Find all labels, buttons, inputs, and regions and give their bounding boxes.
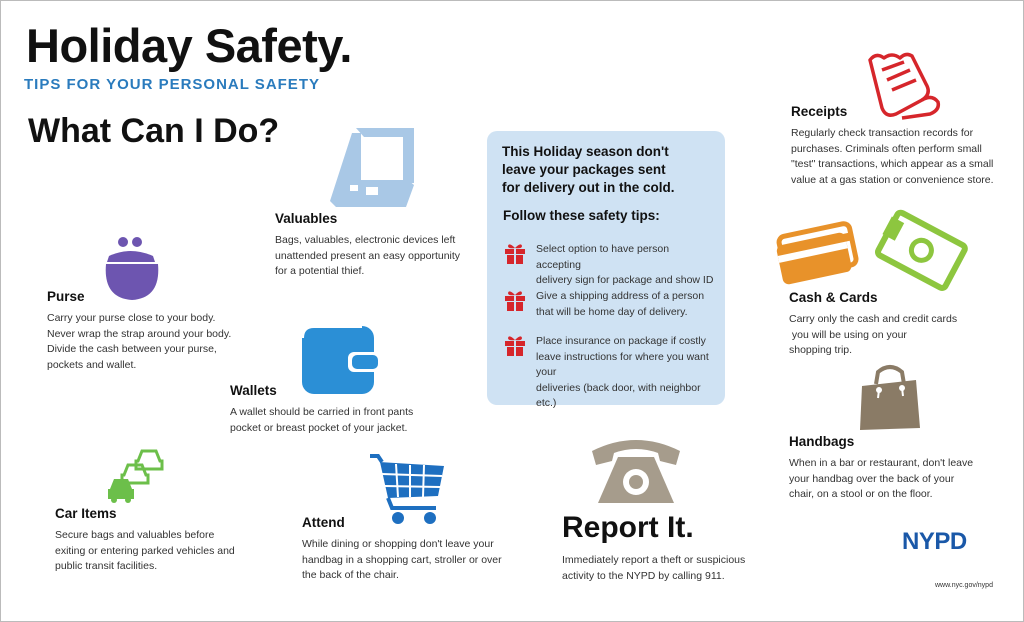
text-line: your handbag over the back of your xyxy=(789,472,955,485)
tip-line: that will be home day of delivery. xyxy=(536,305,688,318)
nypd-logo: NYPD xyxy=(902,528,967,555)
package-tip xyxy=(536,289,716,320)
valuables-text xyxy=(275,233,460,280)
gift-icon xyxy=(504,242,526,264)
laptop-icon xyxy=(328,125,418,210)
text-line: you will be using on your xyxy=(789,328,907,341)
packages-headline xyxy=(502,143,717,197)
page-subtitle: TIPS FOR YOUR PERSONAL SAFETY xyxy=(24,76,320,93)
tip-line: Give a shipping address of a person xyxy=(536,290,705,302)
attend-text xyxy=(302,537,502,584)
handbag-icon xyxy=(858,362,922,432)
text-line: Immediately report a theft or suspicious xyxy=(562,554,746,566)
text-line: While dining or shopping don't leave your xyxy=(302,538,494,550)
text-line: pocket or breast pocket of your jacket. xyxy=(230,421,408,434)
text-line: When in a bar or restaurant, don't leave xyxy=(789,457,974,469)
text-line: the back of the chair. xyxy=(302,569,399,581)
headline-line: for delivery out in the cold. xyxy=(502,180,675,195)
text-line: Secure bags and valuables before xyxy=(55,529,215,541)
telephone-icon xyxy=(590,437,682,505)
wallets-text xyxy=(230,405,413,436)
text-line: pockets and wallet. xyxy=(47,358,137,371)
attend-heading: Attend xyxy=(302,515,345,530)
section-question: What Can I Do? xyxy=(28,112,280,150)
text-line: value at a gas station or convenience store. xyxy=(791,173,994,186)
package-tip xyxy=(536,242,716,289)
gift-icon xyxy=(504,334,526,356)
cars-icon xyxy=(106,447,164,503)
footer-url[interactable]: www.nyc.gov/nypd xyxy=(935,582,993,589)
text-line: shopping trip. xyxy=(789,344,853,356)
tip-line: delivery sign for package and show ID xyxy=(536,274,714,286)
receipt-icon xyxy=(866,50,944,120)
tip-line: Select option to have person accepting xyxy=(536,243,670,271)
tip-line: deliveries (back door, with neighbor etc.) xyxy=(536,381,701,409)
text-line: A wallet should be carried in front pants xyxy=(230,406,414,418)
report-heading: Report It. xyxy=(562,511,694,544)
car-items-heading: Car Items xyxy=(55,506,117,521)
package-tip xyxy=(536,334,721,412)
text-line: Carry only the cash and credit cards xyxy=(789,313,958,325)
page-title: Holiday Safety. xyxy=(26,19,352,72)
text-line: "test" transactions, which appear as a small xyxy=(791,158,994,170)
receipts-heading: Receipts xyxy=(791,104,848,119)
text-line: activity to the NYPD by calling 911. xyxy=(562,569,725,582)
headline-line: leave your packages sent xyxy=(502,162,666,177)
text-line: handbag in a shopping cart, stroller or over xyxy=(302,553,502,566)
cash-cards-text xyxy=(789,312,957,359)
text-line: chair, on a stool or on the floor. xyxy=(789,488,933,500)
valuables-heading: Valuables xyxy=(275,211,338,226)
text-line: Divide the cash between your purse, xyxy=(47,343,217,355)
wallet-icon xyxy=(298,322,380,398)
text-line: Bags, valuables, electronic devices left xyxy=(275,234,456,246)
report-text xyxy=(562,553,745,584)
headline-line: This Holiday season don't xyxy=(502,144,669,159)
car-items-text xyxy=(55,528,235,575)
gift-icon xyxy=(504,289,526,311)
purse-icon xyxy=(103,234,161,302)
text-line: Carry your purse close to your body. xyxy=(47,312,216,324)
text-line: for a potential thief. xyxy=(275,265,365,277)
handbags-text xyxy=(789,456,973,503)
cash-cards-icon xyxy=(776,208,976,292)
packages-subhead: Follow these safety tips: xyxy=(503,208,660,223)
text-line: public transit facilities. xyxy=(55,560,158,572)
cash-cards-heading: Cash & Cards xyxy=(789,290,878,305)
text-line: unattended present an easy opportunity xyxy=(275,249,461,262)
handbags-heading: Handbags xyxy=(789,434,855,449)
text-line: purchases. Criminals often perform small xyxy=(791,142,982,155)
shopping-cart-icon xyxy=(368,452,448,526)
text-line: exiting or entering parked vehicles and xyxy=(55,544,235,557)
wallets-heading: Wallets xyxy=(230,383,277,398)
purse-text xyxy=(47,311,231,373)
text-line: Never wrap the strap around your body. xyxy=(47,327,232,340)
receipts-text xyxy=(791,126,994,188)
tip-line: Place insurance on package if costly xyxy=(536,335,706,347)
purse-heading: Purse xyxy=(47,289,85,304)
text-line: Regularly check transaction records for xyxy=(791,127,974,139)
tip-line: leave instructions for where you want your xyxy=(536,350,709,378)
